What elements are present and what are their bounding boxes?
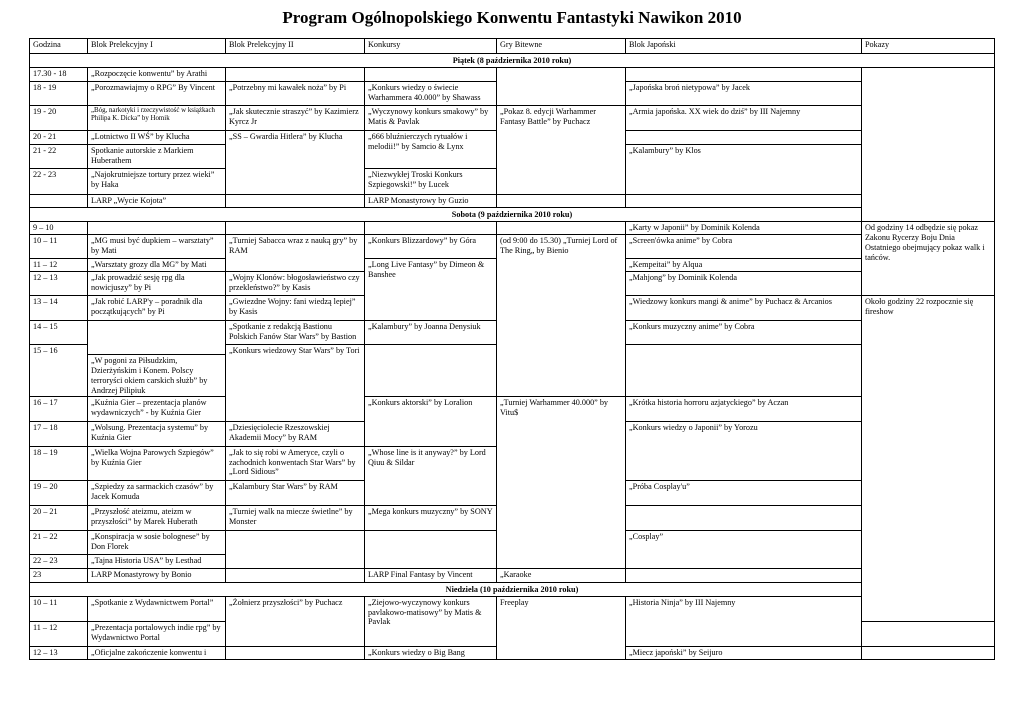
session-cell: „Whose line is it anyway?” by Lord Qiuu & Sildar bbox=[365, 446, 497, 505]
time-cell: 22 – 23 bbox=[30, 554, 88, 568]
empty-cell bbox=[226, 195, 365, 208]
empty-cell bbox=[365, 68, 497, 82]
day-header-saturday: Sobota (9 października 2010 roku) bbox=[30, 208, 995, 222]
time-cell: 20 - 21 bbox=[30, 131, 88, 145]
day-header-row bbox=[30, 208, 995, 222]
session-cell: LARP Monastyrowy by Guzio bbox=[365, 195, 497, 208]
time-cell: 19 – 20 bbox=[30, 480, 88, 505]
session-cell: „Kalambury” by Joanna Denysiuk bbox=[365, 321, 497, 345]
session-cell: „Mega konkurs muzyczny” by SONY bbox=[365, 505, 497, 530]
table-row bbox=[30, 68, 995, 82]
time-cell: 11 – 12 bbox=[30, 621, 88, 646]
time-cell: 21 - 22 bbox=[30, 145, 88, 169]
column-header: Blok Prelekcyjny I bbox=[88, 39, 226, 54]
empty-cell bbox=[226, 222, 365, 235]
session-cell: „666 bluźnierczych rytuałów i melodii!” by Samcio & Lynx bbox=[365, 131, 497, 169]
session-cell: „Armia japońska. XX wiek do dziś” by III Najemny bbox=[626, 106, 862, 131]
session-cell: „Konkurs wiedzy o Big Bang bbox=[365, 646, 497, 659]
table-row bbox=[30, 106, 995, 131]
session-cell: „Potrzebny mi kawałek noża” by Pi bbox=[226, 82, 365, 106]
session-cell: „Jak prowadzić sesję rpg dla nowicjuszy” by Pi bbox=[88, 272, 226, 296]
column-header: Blok Prelekcyjny II bbox=[226, 39, 365, 54]
session-cell: „Kuźnia Gier – prezentacja planów wydawniczych” - by Kuźnia Gier bbox=[88, 396, 226, 421]
empty-cell bbox=[862, 646, 995, 659]
empty-cell bbox=[365, 222, 497, 235]
session-cell: „Oficjalne zakończenie konwentu i bbox=[88, 646, 226, 659]
time-cell: 10 – 11 bbox=[30, 596, 88, 621]
empty-cell bbox=[226, 530, 365, 568]
session-cell: „Japońska broń nietypowa” by Jacek bbox=[626, 82, 862, 106]
empty-cell bbox=[226, 646, 365, 659]
session-cell: „Bóg, narkotyki i rzeczywistość w książkach Philipa K. Dicka” by Homik bbox=[88, 106, 226, 131]
empty-cell bbox=[497, 222, 626, 235]
session-cell: „Turniej Warhammer 40.000” by Vitu$ bbox=[497, 396, 626, 568]
session-cell: „Mahjong” by Dominik Kolenda bbox=[626, 272, 862, 296]
table-row bbox=[30, 222, 995, 235]
time-cell: 20 – 21 bbox=[30, 505, 88, 530]
session-cell: „Prezentacja portalowych indie rpg” by Wydawnictwo Portal bbox=[88, 621, 226, 646]
time-cell bbox=[30, 195, 88, 208]
session-cell: „Konkurs muzyczny anime” by Cobra bbox=[626, 321, 862, 345]
time-cell: 15 – 16 bbox=[30, 345, 88, 397]
empty-cell bbox=[626, 505, 862, 530]
session-cell: „Wojny Klonów: błogosławieństwo czy przekleństwo?” by Kasis bbox=[226, 272, 365, 296]
session-cell: „Próba Cosplay'u” bbox=[626, 480, 862, 505]
empty-cell bbox=[226, 68, 365, 82]
session-cell: „Spotkanie z redakcją Bastionu Polskich Fanów Star Wars” by Bastion bbox=[226, 321, 365, 345]
session-cell: „Gwiezdne Wojny: fani wiedzą lepiej” by Kasis bbox=[226, 296, 365, 321]
session-cell: „Long Live Fantasy” by Dimeon & Banshee bbox=[365, 259, 497, 321]
time-cell: 12 – 13 bbox=[30, 646, 88, 659]
empty-cell bbox=[88, 321, 226, 355]
page-title: Program Ogólnopolskiego Konwentu Fantastyki Nawikon 2010 bbox=[282, 8, 742, 27]
session-cell: „Jak robić LARP'y – poradnik dla początkujących” by Pi bbox=[88, 296, 226, 321]
session-cell: LARP Final Fantasy by Vincent bbox=[365, 568, 497, 582]
session-cell: „Wielka Wojna Parowych Szpiegów” by Kuźnia Gier bbox=[88, 446, 226, 480]
session-cell: „Jak to się robi w Ameryce, czyli o zachodnich konwentach Star Wars” by „Lord Sidious” bbox=[226, 446, 365, 480]
empty-cell bbox=[626, 345, 862, 397]
session-cell: „Karaoke bbox=[497, 568, 626, 582]
time-cell: 11 – 12 bbox=[30, 259, 88, 272]
session-cell: „Krótka historia horroru azjatyckiego” by Aczan bbox=[626, 396, 862, 421]
schedule-table bbox=[29, 38, 995, 660]
day-header-friday: Piątek (8 października 2010 roku) bbox=[30, 54, 995, 68]
session-cell: „Spotkanie z Wydawnictwem Portal” bbox=[88, 596, 226, 621]
session-cell: „Rozpoczęcie konwentu” by Arathi bbox=[88, 68, 226, 82]
day-header-sunday: Niedziela (10 października 2010 roku) bbox=[30, 582, 995, 596]
column-header: Godzina bbox=[30, 39, 88, 54]
column-header-row bbox=[30, 39, 995, 54]
time-cell: 16 – 17 bbox=[30, 396, 88, 421]
time-cell: 18 – 19 bbox=[30, 446, 88, 480]
session-cell: „Turniej Sabacca wraz z nauką gry” by RAM bbox=[226, 235, 365, 272]
session-cell: „Jak skutecznie straszyć” by Kazimierz Kyrcz Jr bbox=[226, 106, 365, 131]
session-cell: „Konkurs wiedzowy Star Wars” by Tori bbox=[226, 345, 365, 422]
session-cell: „Pokaz 8. edycji Warhammer Fantasy Battle” by Puchacz bbox=[497, 106, 626, 195]
session-cell: Freeplay bbox=[497, 596, 626, 659]
session-cell: „Konkurs aktorski” by Loralion bbox=[365, 396, 497, 446]
table-row bbox=[30, 396, 995, 421]
session-cell: „Lotnictwo II WŚ” by Klucha bbox=[88, 131, 226, 145]
session-cell: „Dziesięciolecie Rzeszowskiej Akademii Mocy” by RAM bbox=[226, 421, 365, 446]
session-cell: „SS – Gwardia Hitlera” by Klucha bbox=[226, 131, 365, 195]
time-cell: 17 – 18 bbox=[30, 421, 88, 446]
time-cell: 13 – 14 bbox=[30, 296, 88, 321]
session-cell: Spotkanie autorskie z Markiem Huberathem bbox=[88, 145, 226, 169]
session-cell: LARP „Wycie Kojota” bbox=[88, 195, 226, 208]
session-cell: „Niezwykłej Troski Konkurs Szpiegowski!” by Lucek bbox=[365, 169, 497, 195]
table-row bbox=[30, 596, 995, 621]
time-cell: 14 – 15 bbox=[30, 321, 88, 345]
session-cell: „Szpiedzy za sarmackich czasów” by Jacek Komuda bbox=[88, 480, 226, 505]
empty-cell bbox=[365, 530, 497, 568]
session-cell: „Kalambury Star Wars” by RAM bbox=[226, 480, 365, 505]
session-cell: „Miecz japoński” by Seijuro bbox=[626, 646, 862, 659]
column-header: Konkursy bbox=[365, 39, 497, 54]
session-cell: „Kalambury” by Klos bbox=[626, 145, 862, 195]
empty-cell bbox=[365, 345, 497, 397]
pokazy-note: Około godziny 22 rozpocznie się fireshow bbox=[862, 296, 995, 622]
session-cell: „W pogoni za Piłsudzkim, Dzierżyńskim i Konem. Polscy terroryści okiem carskich służb” by Andrzej Pilipiuk bbox=[88, 355, 226, 397]
column-header: Gry Bitewne bbox=[497, 39, 626, 54]
time-cell: 22 - 23 bbox=[30, 169, 88, 195]
session-cell: „Karty w Japonii” by Dominik Kolenda bbox=[626, 222, 862, 235]
session-cell: „Konkurs wiedzy o świecie Warhammera 40.000” by Shawass bbox=[365, 82, 497, 106]
empty-cell bbox=[497, 68, 626, 106]
time-cell: 12 – 13 bbox=[30, 272, 88, 296]
session-cell: LARP Monastyrowy by Bonio bbox=[88, 568, 226, 582]
session-cell: „Turniej walk na miecze świetlne” by Monster bbox=[226, 505, 365, 530]
empty-cell bbox=[88, 222, 226, 235]
time-cell: 23 bbox=[30, 568, 88, 582]
time-cell: 10 – 11 bbox=[30, 235, 88, 259]
session-cell: „Konspiracja w sosie bolognese” by Don Florek bbox=[88, 530, 226, 554]
session-cell: „Historia Ninja” by III Najemny bbox=[626, 596, 862, 646]
session-cell: „Porozmawiajmy o RPG” By Vincent bbox=[88, 82, 226, 106]
pokazy-note: Od godziny 14 odbędzie się pokaz Zakonu Rycerzy Boju Dnia Ostatniego obejmujący pokaz walk i tańców. bbox=[862, 222, 995, 296]
session-cell: „Wiedzowy konkurs mangi & anime” by Puchacz & Arcanios bbox=[626, 296, 862, 321]
session-cell: „Konkurs wiedzy o Japonii” by Yorozu bbox=[626, 421, 862, 480]
session-cell: „Kempeitai” by Alqua bbox=[626, 259, 862, 272]
column-header: Blok Japoński bbox=[626, 39, 862, 54]
session-cell: „Warsztaty grozy dla MG” by Mati bbox=[88, 259, 226, 272]
empty-cell bbox=[226, 568, 365, 582]
session-cell: (od 9:00 do 15.30) „Turniej Lord of The Ring„ by Bienio bbox=[497, 235, 626, 397]
session-cell: „MG musi być dupkiem – warsztaty” by Mati bbox=[88, 235, 226, 259]
empty-cell bbox=[497, 195, 626, 208]
table-row bbox=[30, 235, 995, 259]
session-cell: „Wolsung. Prezentacja systemu” by Kuźnia Gier bbox=[88, 421, 226, 446]
table-row bbox=[30, 195, 995, 208]
day-header-row bbox=[30, 582, 995, 596]
session-cell: „Konkurs Blizzardowy” by Góra bbox=[365, 235, 497, 259]
session-cell: „Screen'ówka anime” by Cobra bbox=[626, 235, 862, 259]
table-row bbox=[30, 568, 995, 582]
session-cell: „Przyszłość ateizmu, ateizm w przyszłości” by Marek Huberath bbox=[88, 505, 226, 530]
time-cell: 18 - 19 bbox=[30, 82, 88, 106]
time-cell: 19 - 20 bbox=[30, 106, 88, 131]
day-header-row bbox=[30, 54, 995, 68]
session-cell: „Wyczynowy konkurs smakowy” by Matis & Pavlak bbox=[365, 106, 497, 131]
session-cell: „Tajna Historia USA” by Lesthad bbox=[88, 554, 226, 568]
time-cell: 21 – 22 bbox=[30, 530, 88, 554]
session-cell: „Cosplay” bbox=[626, 530, 862, 568]
empty-cell bbox=[626, 68, 862, 82]
empty-cell bbox=[626, 131, 862, 145]
session-cell: „Najokrutniejsze tortury przez wieki” by Haka bbox=[88, 169, 226, 195]
time-cell: 17.30 - 18 bbox=[30, 68, 88, 82]
session-cell: „Żołnierz przyszłości” by Puchacz bbox=[226, 596, 365, 646]
column-header: Pokazy bbox=[862, 39, 995, 54]
time-cell: 9 – 10 bbox=[30, 222, 88, 235]
session-cell: „Ziejowo-wyczynowy konkurs pavlakowo-matisowy” by Matis & Pavlak bbox=[365, 596, 497, 646]
empty-cell bbox=[626, 195, 862, 208]
empty-cell bbox=[862, 68, 995, 222]
